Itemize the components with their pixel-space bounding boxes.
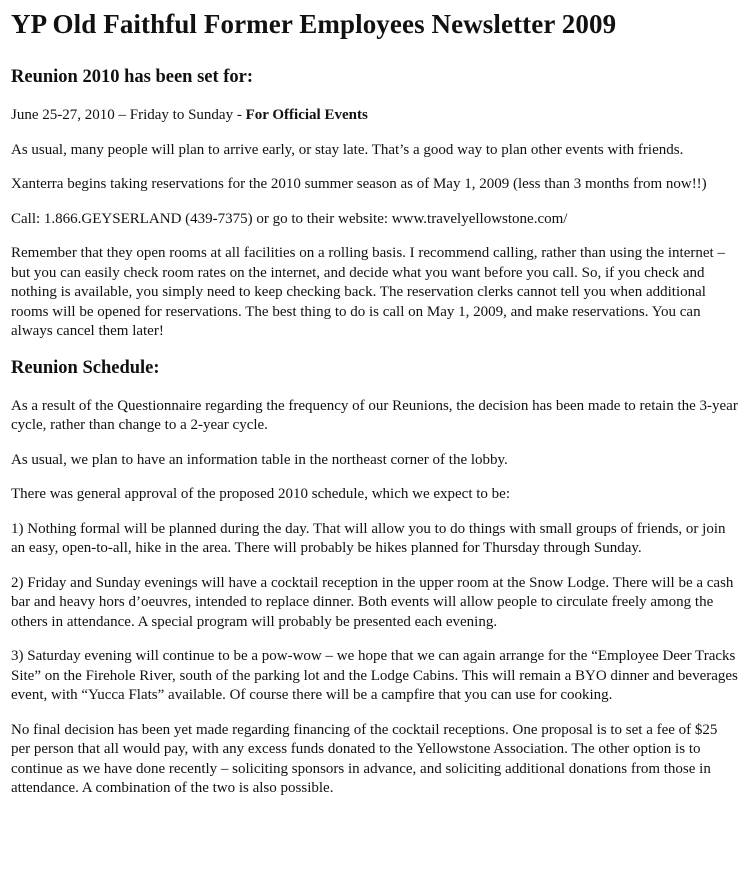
paragraph-financing: No final decision has been yet made regarding financing of the cocktail receptions. One proposal is to set a fee of $25 per person that all would pay, with any excess funds donated to the Yellowstone Association. The other option is to continue as we have done recently – soliciting sponsors in advance, and soliciting additional donations from those in attendance. A combination of the two is also possible. [11, 721, 718, 796]
schedule-item-3: 3) Saturday evening will continue to be a pow-wow – we hope that we can again arrange for the “Employee Deer Tracks Site” on the Firehole River, south of the parking lot and the Lodge Cabins. This will remain a BYO dinner and beverages event, with “Yucca Flats” available. Of course there will be a campfire that you can use for cooking. [11, 648, 738, 703]
schedule-item-2: 2) Friday and Sunday evenings will have a cocktail reception in the upper room at the Snow Lodge. There will be a cash bar and heavy hors d’oeuvres, intended to replace dinner. Both events will allow people to circulate freely among the others in attendance. A special program will probably be presented each evening. [11, 574, 734, 630]
reunion-dates-text: June 25-27, 2010 – Friday to Sunday - [11, 107, 246, 123]
paragraph-questionnaire: As a result of the Questionnaire regarding the frequency of our Reunions, the decision has been made to retain the 3-year cycle, rather than change to a 2-year cycle. [11, 397, 738, 433]
reunion-dates-bold: For Official Events [245, 107, 368, 123]
paragraph-info-table: As usual, we plan to have an information table in the northeast corner of the lobby. [11, 451, 508, 468]
page-title: YP Old Faithful Former Employees Newsletter 2009 [11, 9, 617, 39]
paragraph-reservations-open: Xanterra begins taking reservations for the 2010 summer season as of May 1, 2009 (less than 3 months from now!!) [11, 176, 707, 192]
paragraph-arrive-early: As usual, many people will plan to arrive early, or stay late. That’s a good way to plan other events with friends. [11, 141, 684, 158]
section-heading-schedule: Reunion Schedule: [11, 357, 160, 378]
paragraph-contact-info: Call: 1.866.GEYSERLAND (439-7375) or go to their website: www.travelyellowstone.com/ [11, 210, 568, 227]
reunion-dates [11, 106, 740, 126]
schedule-item-1: 1) Nothing formal will be planned during the day. That will allow you to do things with small groups of friends, or join an easy, open-to-all, hike in the area. There will probably be hikes planned for Thursday through Sunday. [11, 520, 726, 556]
paragraph-rolling-basis: Remember that they open rooms at all facilities on a rolling basis. I recommend calling, rather than using the internet – but you can easily check room rates on the internet, and decide what you want before you call. So, if you check and nothing is available, you simply need to keep checking back. The reservation clerks cannot tell you when additional rooms will be opened for reservations. The best thing to do is call on May 1, 2009, and make reservations. You can always cancel them later! [11, 245, 725, 339]
section-heading-reunion-date: Reunion 2010 has been set for: [11, 67, 254, 87]
paragraph-schedule-intro: There was general approval of the proposed 2010 schedule, which we expect to be: [11, 486, 510, 502]
